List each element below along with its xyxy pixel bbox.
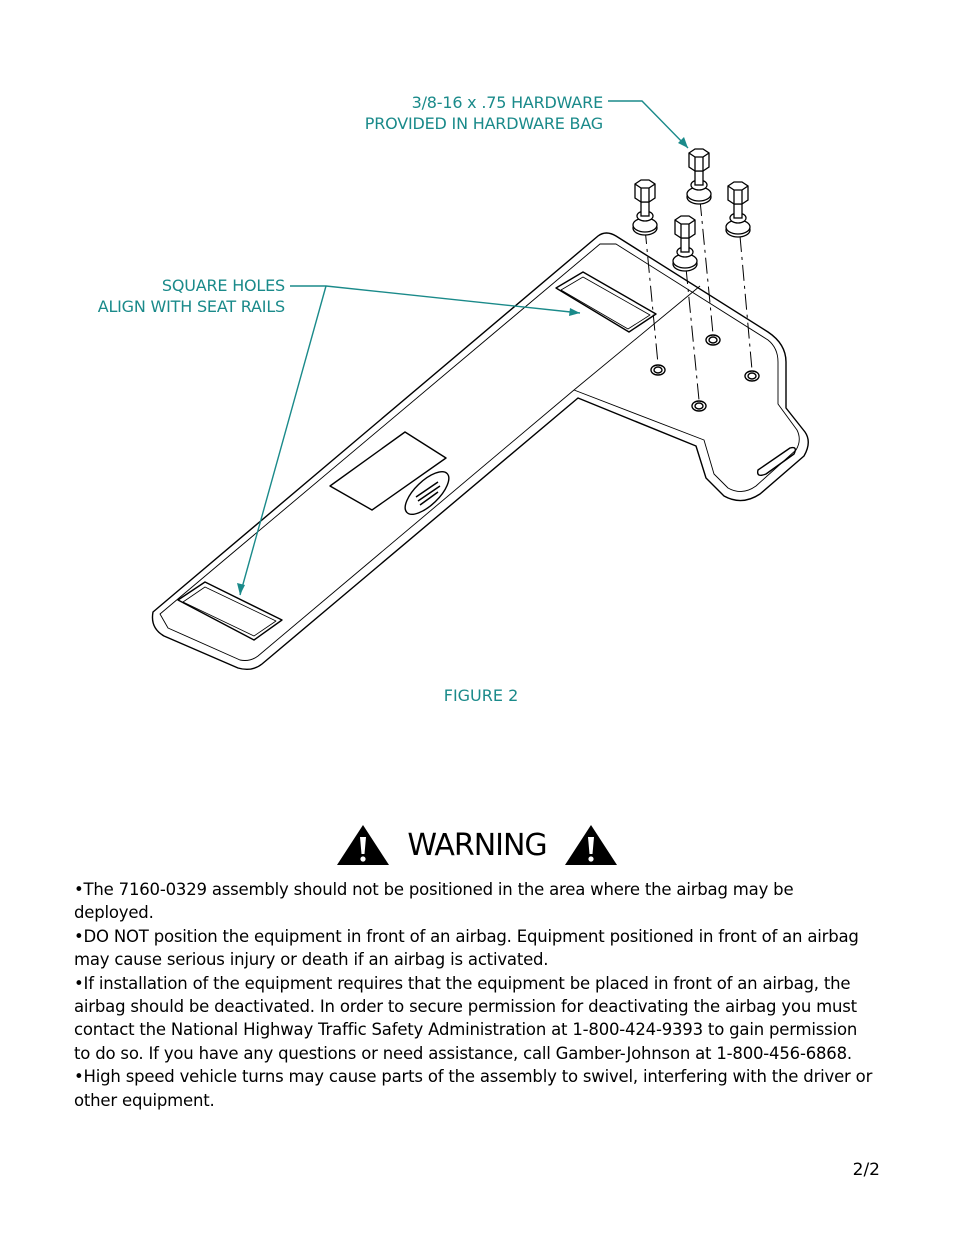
square-holes-callout-line1: SQUARE HOLES <box>161 276 285 295</box>
hardware-callout-line1: 3/8-16 x .75 HARDWARE <box>411 93 603 112</box>
bolt-4 <box>673 216 697 271</box>
warning-header <box>0 822 954 868</box>
bolt-1 <box>633 180 657 235</box>
warning-bullet: •The 7160-0329 assembly should not be positioned in the area where the airbag may be deployed. <box>74 880 794 923</box>
warning-bullet: •High speed vehicle turns may cause parts of the assembly to swivel, interfering with the driver or other equipment. <box>74 1067 873 1110</box>
tab-slot <box>758 448 796 476</box>
bolt-3 <box>726 182 750 237</box>
warning-body <box>74 878 874 1112</box>
bolt-2 <box>687 149 711 204</box>
square-holes-callout <box>98 275 285 317</box>
warning-bullet: •DO NOT position the equipment in front of an airbag. Equipment positioned in front of an airbag may cause serious injury or death if an airbag is activated. <box>74 926 859 970</box>
warning-triangle-icon <box>335 823 391 867</box>
bolt-group <box>633 149 750 271</box>
square-hole-lower <box>178 582 282 640</box>
hardware-callout <box>365 92 603 134</box>
leader-hardware <box>608 101 688 148</box>
logo-oval <box>399 465 456 521</box>
page-number: 2/2 <box>852 1160 880 1180</box>
warning-title: WARNING <box>407 827 547 863</box>
figure-caption: FIGURE 2 <box>443 686 519 705</box>
square-holes-callout-line2: ALIGN WITH SEAT RAILS <box>97 297 285 316</box>
warning-bullet: •If installation of the equipment requires that the equipment be placed in front of an airbag, the airbag should be deactivated. In order to secure permission for deactivating the airbag you must contact the National Highway Traffic Safety Administration at 1-800-424-9393 to gain permission to do so. If you have any questions or need assistance, call Gamber-Johnson at 1-800-456-6868. <box>74 973 858 1063</box>
hardware-callout-line2: PROVIDED IN HARDWARE BAG <box>364 114 603 133</box>
warning-triangle-icon <box>563 823 619 867</box>
leader-holes <box>240 286 580 595</box>
square-hole-upper <box>556 272 656 332</box>
